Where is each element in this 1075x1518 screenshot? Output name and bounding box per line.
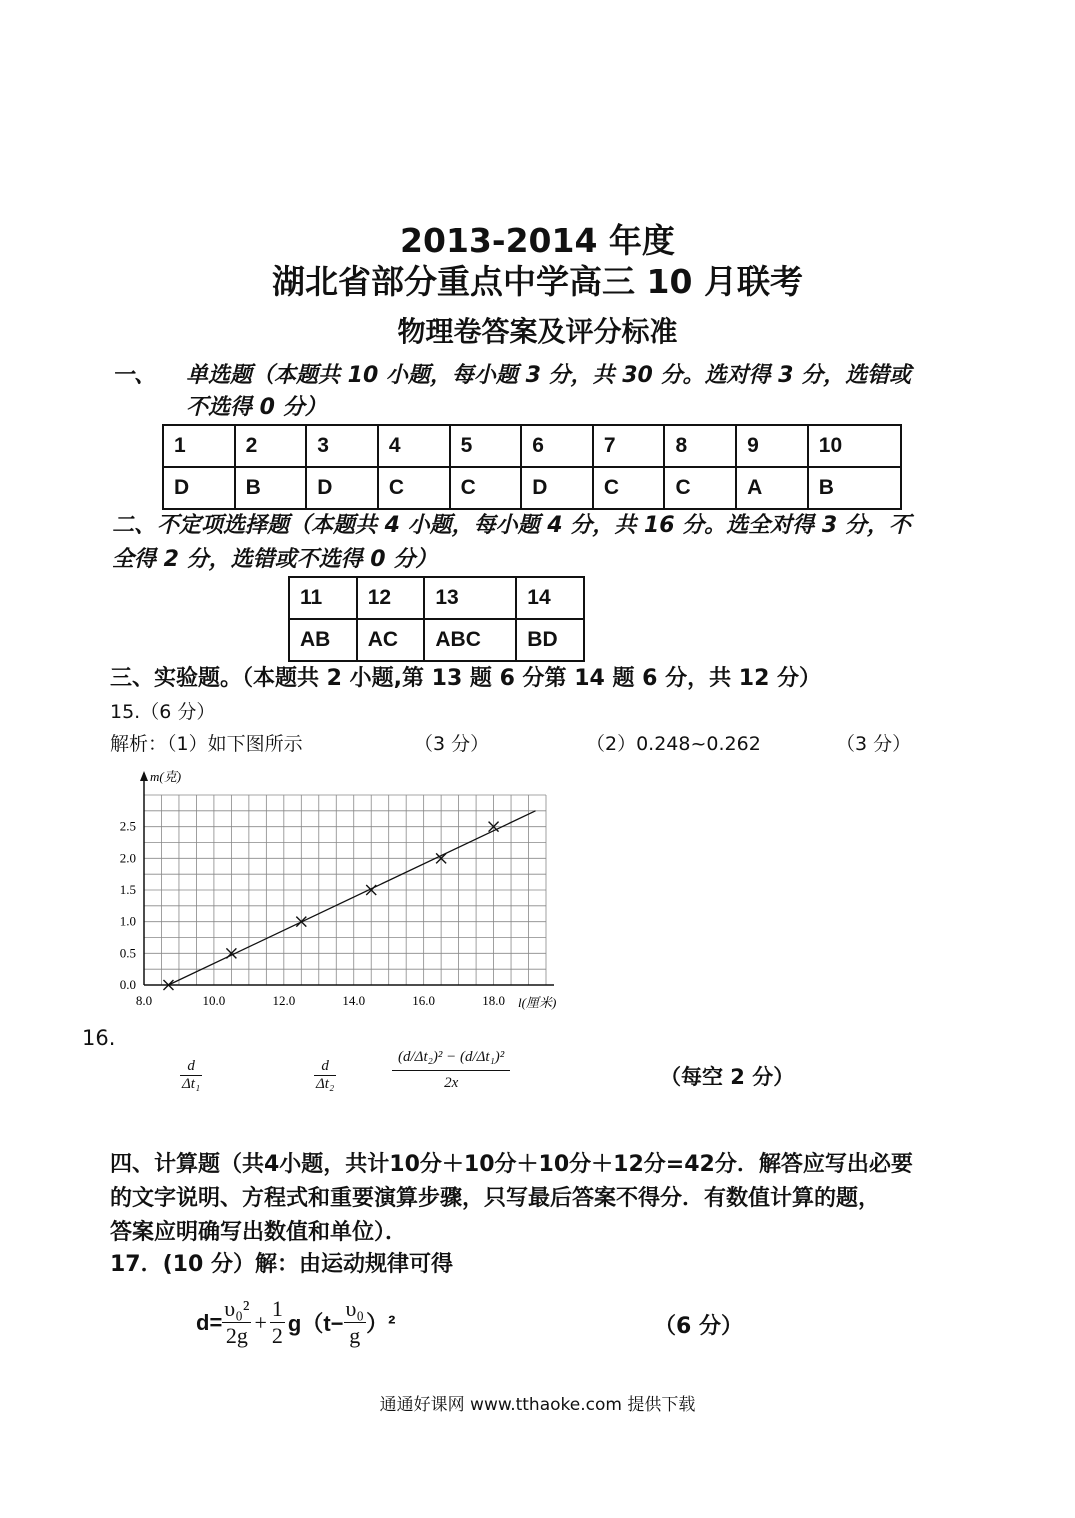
equation-17	[196, 1296, 395, 1349]
section1-title: 单选题（本题共 10 小题，每小题 3 分，共 30 分。选对得 3 分，选错或	[186, 363, 912, 388]
table-cell: 11	[289, 577, 357, 619]
x-axis-label: l(厘米)	[518, 995, 557, 1010]
table-cell: 8	[664, 425, 736, 467]
fraction-denominator: Δt₁	[182, 1076, 201, 1092]
title-subject: 物理卷答案及评分标准	[397, 315, 678, 348]
table-cell: 7	[593, 425, 665, 467]
analysis-text: 解析：（1）如下图所示	[110, 733, 303, 755]
fraction-denominator: g	[349, 1323, 361, 1348]
score-label: （3 分）	[414, 733, 490, 755]
table-cell: 2	[235, 425, 307, 467]
y-tick-label: 1.5	[119, 882, 136, 897]
section2-number: 二、	[112, 513, 157, 538]
section1-title-cont: 不选得 0 分）	[186, 395, 327, 420]
table-cell: D	[521, 467, 593, 509]
y-axis-arrow	[140, 771, 148, 781]
table-cell: 14	[516, 577, 584, 619]
section4-title: 四、计算题（共4小题，共计10分＋10分＋10分＋12分=42分．解答应写出必要	[110, 1152, 913, 1177]
formula-acceleration	[392, 1045, 510, 1092]
formula-velocity-2	[314, 1058, 336, 1093]
table-cell: 12	[357, 577, 425, 619]
question-number-row	[289, 577, 584, 619]
y-tick-label: 2.0	[119, 850, 136, 866]
table-cell: 3	[306, 425, 378, 467]
table-cell: 5	[450, 425, 522, 467]
eq-end: ）²	[366, 1311, 396, 1336]
mass-length-chart	[100, 765, 580, 1020]
y-tick-label: 0.5	[119, 945, 136, 961]
table-cell: A	[736, 467, 808, 509]
table-cell: 1	[163, 425, 235, 467]
fraction-denominator: 2x	[444, 1075, 459, 1091]
part2-answer: （2）0.248~0.262	[586, 733, 761, 755]
equation-score: （6 分）	[654, 1314, 743, 1339]
section1-answer-table	[162, 424, 902, 510]
eq-plus: +	[254, 1309, 267, 1335]
answer-row	[163, 467, 901, 509]
x-tick-label: 16.0	[412, 993, 436, 1008]
table-cell: 9	[736, 425, 808, 467]
question-16-label: 16.	[82, 1026, 116, 1050]
question-17-label: 17．(10 分）解：由运动规律可得	[110, 1252, 453, 1277]
eq-middle: g（t−	[287, 1311, 344, 1336]
chart-grid	[144, 795, 546, 985]
question-15-label: 15.（6 分）	[110, 701, 216, 723]
formula-velocity-1	[180, 1058, 202, 1093]
section3-title: 三、实验题。（本题共 2 小题,第 13 题 6 分第 14 题 6 分，共 12 分）	[110, 666, 822, 691]
table-cell: C	[664, 467, 736, 509]
y-tick-label: 2.5	[119, 818, 136, 834]
section4-title-end: 答案应明确写出数值和单位）．	[110, 1220, 408, 1245]
table-cell: B	[235, 467, 307, 509]
table-cell: AB	[289, 619, 357, 661]
fraction-denominator: 2g	[225, 1323, 248, 1348]
table-cell: 6	[521, 425, 593, 467]
y-axis-label: m(克)	[150, 769, 182, 784]
fraction-numerator: 1	[271, 1296, 283, 1321]
section2-answer-table	[288, 576, 585, 662]
table-cell: 13	[424, 577, 516, 619]
section1-number: 一、	[112, 363, 157, 388]
x-tick-label: 18.0	[482, 993, 505, 1008]
table-cell: C	[378, 467, 450, 509]
table-cell: 4	[378, 425, 450, 467]
footer-text: 通通好课网 www.tthaoke.com 提供下载	[379, 1395, 696, 1415]
table-cell: D	[306, 467, 378, 509]
table-cell: 10	[808, 425, 901, 467]
section4-title-cont: 的文字说明、方程式和重要演算步骤，只写最后答案不得分．有数值计算的题，	[110, 1186, 881, 1211]
fraction-denominator: 2	[271, 1323, 283, 1348]
table-cell: BD	[516, 619, 584, 661]
table-cell: AC	[357, 619, 425, 661]
chart-marks	[163, 811, 535, 990]
fraction-numerator: υ₀	[345, 1296, 365, 1321]
fraction-denominator: Δt₂	[316, 1076, 335, 1092]
x-tick-label: 10.0	[202, 993, 226, 1008]
title-year: 2013-2014 年度	[400, 221, 675, 260]
section2-title: 不定项选择题（本题共 4 小题，每小题 4 分，共 16 分。选全对得 3 分，不	[157, 513, 911, 538]
y-tick-label: 0.0	[119, 977, 136, 992]
each-blank-score: （每空 2 分）	[660, 1065, 795, 1089]
x-tick-label: 12.0	[272, 993, 296, 1008]
fraction-numerator: d	[314, 1058, 336, 1076]
fraction-numerator: (d/Δt₂)² − (d/Δt₁)²	[392, 1045, 510, 1071]
table-cell: D	[163, 467, 235, 509]
table-cell: C	[593, 467, 665, 509]
answer-row	[289, 619, 584, 661]
table-cell: C	[450, 467, 522, 509]
section2-title-cont: 全得 2 分，选错或不选得 0 分）	[112, 547, 438, 572]
fraction-numerator: υ₀²	[224, 1296, 250, 1321]
title-exam: 湖北省部分重点中学高三 10 月联考	[272, 262, 803, 301]
chart-axes	[119, 771, 557, 1010]
eq-prefix: d=	[196, 1309, 223, 1335]
table-cell: B	[808, 467, 901, 509]
x-tick-label: 14.0	[342, 993, 366, 1008]
fit-line	[168, 811, 535, 985]
y-tick-label: 1.0	[119, 913, 136, 929]
score-label: （3 分）	[836, 733, 912, 755]
question-number-row	[163, 425, 901, 467]
x-tick-label: 8.0	[135, 993, 153, 1008]
fraction-numerator: d	[180, 1058, 202, 1076]
table-cell: ABC	[424, 619, 516, 661]
